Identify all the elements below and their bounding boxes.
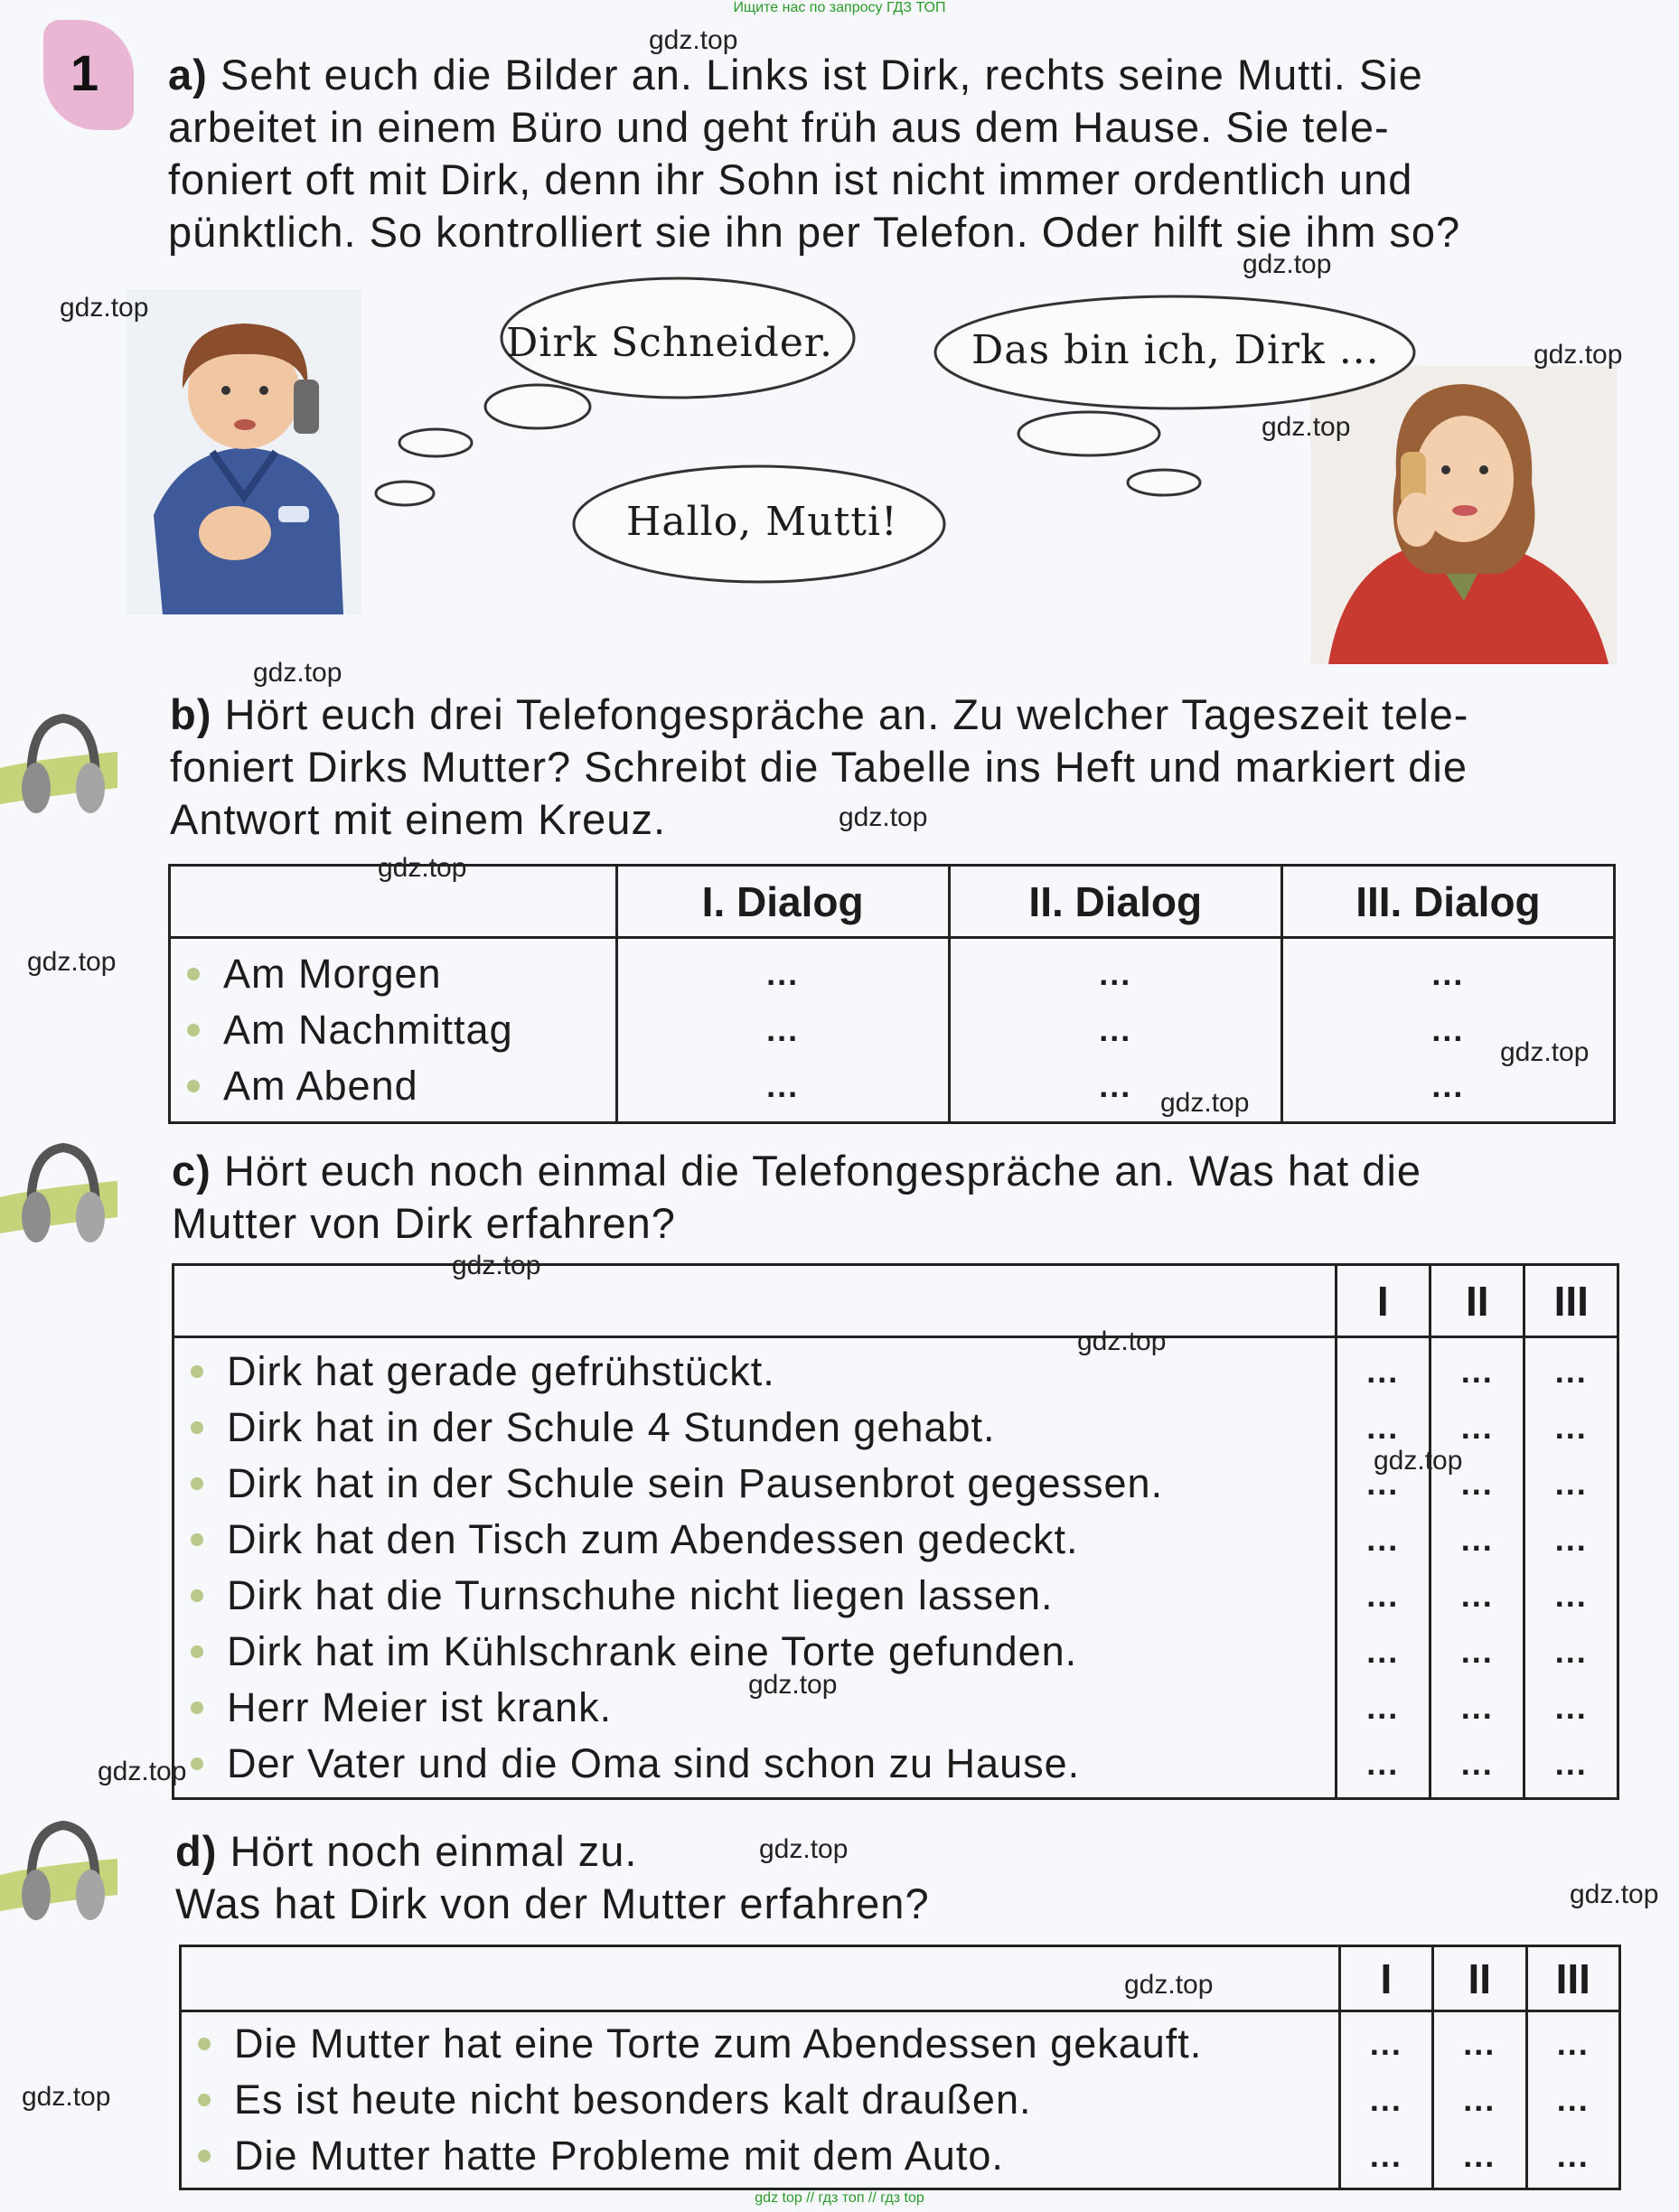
table-b-header: I. Dialog (616, 866, 949, 938)
list-item: Am Nachmittag (171, 1002, 615, 1058)
answer-placeholder: ... (1431, 1011, 1465, 1048)
table-b-dialog-3 (1281, 938, 1614, 1123)
answer-placeholder: ... (1431, 1067, 1465, 1104)
section-a-line: a) Seht euch die Bilder an. Links ist Dirk, rechts seine Mutti. Sie (168, 51, 1423, 98)
table-c-header: II (1430, 1265, 1524, 1337)
bullet-icon (187, 968, 200, 980)
list-item: Am Abend (171, 1058, 615, 1114)
watermark: gdz.top (748, 1670, 838, 1700)
bullet-icon (191, 1533, 203, 1546)
list-item: Der Vater und die Oma sind schon zu Hause. (174, 1736, 1335, 1792)
table-d-col-1 (1339, 2011, 1432, 2189)
bullet-icon (191, 1589, 203, 1602)
answer-placeholder: ... (1460, 1409, 1494, 1446)
bullet-icon (187, 1024, 200, 1036)
bullet-icon (191, 1477, 203, 1490)
table-c-col-1 (1336, 1337, 1430, 1799)
list-item: Die Mutter hatte Probleme mit dem Auto. (182, 2128, 1338, 2184)
answer-placeholder: ... (1366, 1745, 1400, 1782)
bottom-banner: gdz top // гдз топ // гдз top (755, 2190, 924, 2206)
answer-placeholder: ... (766, 1067, 800, 1104)
answer-placeholder: ... (1366, 1353, 1400, 1390)
answer-placeholder: ... (1099, 1011, 1132, 1048)
watermark: gdz.top (839, 802, 928, 832)
watermark: gdz.top (60, 293, 149, 323)
answer-placeholder: ... (1369, 2081, 1402, 2118)
answer-placeholder: ... (1556, 2137, 1590, 2174)
section-c-line: Mutter von Dirk erfahren? (172, 1199, 676, 1247)
list-item: Dirk hat im Kühlschrank eine Torte gefunden. (174, 1624, 1335, 1680)
table-c (172, 1263, 1619, 1800)
section-c-line: c) Hört euch noch einmal die Telefongespräche an. Was hat die (172, 1147, 1422, 1195)
watermark: gdz.top (22, 2082, 111, 2112)
answer-placeholder: ... (1460, 1633, 1494, 1670)
section-d-label: d) (175, 1827, 218, 1875)
watermark: gdz.top (253, 658, 342, 688)
answer-placeholder: ... (1554, 1745, 1588, 1782)
watermark: gdz.top (98, 1757, 187, 1786)
answer-placeholder: ... (1554, 1633, 1588, 1670)
table-b-header: II. Dialog (949, 866, 1281, 938)
section-c-label: c) (172, 1147, 211, 1195)
table-d (179, 1945, 1621, 2190)
watermark: gdz.top (1262, 412, 1351, 442)
table-c-col-2 (1430, 1337, 1524, 1799)
bullet-icon (191, 1645, 203, 1658)
watermark: gdz.top (1124, 1970, 1214, 2000)
list-item: Die Mutter hat eine Torte zum Abendessen gekauft. (182, 2016, 1338, 2072)
answer-placeholder: ... (1366, 1465, 1400, 1502)
list-item: Herr Meier ist krank. (174, 1680, 1335, 1736)
answer-placeholder: ... (1460, 1745, 1494, 1782)
section-a-label: a) (168, 51, 208, 98)
list-item: Es ist heute nicht besonders kalt draußen. (182, 2072, 1338, 2128)
bullet-icon (191, 1421, 203, 1434)
table-d-rows (181, 2011, 1340, 2189)
bubble-dirk-text: Dirk Schneider. (506, 320, 833, 366)
watermark: gdz.top (27, 947, 117, 977)
bubble-mother-text: Das bin ich, Dirk ... (971, 327, 1380, 373)
table-b-header: III. Dialog (1281, 866, 1614, 938)
dirk-illustration (127, 289, 361, 614)
section-a-text (168, 49, 1614, 258)
answer-placeholder: ... (1554, 1521, 1588, 1558)
headphones-icon (0, 1134, 117, 1251)
answer-placeholder: ... (1099, 955, 1132, 992)
answer-placeholder: ... (1369, 2025, 1402, 2062)
table-c-header: III (1524, 1265, 1618, 1337)
answer-placeholder: ... (1460, 1689, 1494, 1726)
bullet-icon (191, 1365, 203, 1378)
bullet-icon (191, 1757, 203, 1770)
bullet-icon (198, 2094, 211, 2106)
watermark: gdz.top (378, 853, 467, 883)
answer-placeholder: ... (1556, 2025, 1590, 2062)
headphones-icon (0, 1812, 117, 1929)
table-c-header: I (1336, 1265, 1430, 1337)
table-b-rows (170, 938, 617, 1123)
list-item: Dirk hat in der Schule 4 Stunden gehabt. (174, 1400, 1335, 1456)
answer-placeholder: ... (1460, 1353, 1494, 1390)
section-d-text (175, 1825, 1621, 1930)
table-c-col-3 (1524, 1337, 1618, 1799)
table-c-rows (174, 1337, 1337, 1799)
answer-placeholder: ... (1554, 1577, 1588, 1614)
bullet-icon (198, 2038, 211, 2050)
bullet-icon (198, 2150, 211, 2162)
answer-placeholder: ... (1463, 2081, 1496, 2118)
exercise-number-badge (43, 20, 134, 130)
table-d-header: I (1339, 1946, 1432, 2011)
top-banner: Ищите нас по запросу ГДЗ ТОП (733, 0, 946, 15)
section-a-line: pünktlich. So kontrolliert sie ihn per Telefon. Oder hilft sie ihm so? (168, 208, 1461, 256)
answer-placeholder: ... (1366, 1633, 1400, 1670)
bubble-hallo-text: Hallo, Mutti! (626, 499, 898, 545)
table-d-header: III (1526, 1946, 1619, 2011)
bullet-icon (187, 1080, 200, 1092)
table-b (168, 864, 1616, 1124)
watermark: gdz.top (649, 25, 738, 55)
section-a-line: arbeitet in einem Büro und geht früh aus dem Hause. Sie tele- (168, 103, 1390, 151)
answer-placeholder: ... (1366, 1577, 1400, 1614)
table-d-col-2 (1433, 2011, 1526, 2189)
answer-placeholder: ... (1463, 2025, 1496, 2062)
watermark: gdz.top (452, 1251, 541, 1280)
answer-placeholder: ... (766, 955, 800, 992)
section-d-line: Was hat Dirk von der Mutter erfahren? (175, 1879, 930, 1927)
answer-placeholder: ... (1554, 1409, 1588, 1446)
watermark: gdz.top (1160, 1088, 1250, 1118)
list-item: Dirk hat in der Schule sein Pausenbrot gegessen. (174, 1456, 1335, 1512)
answer-placeholder: ... (1431, 955, 1465, 992)
answer-placeholder: ... (1366, 1521, 1400, 1558)
answer-placeholder: ... (1366, 1409, 1400, 1446)
headphones-icon (0, 705, 117, 822)
mother-bubbles (931, 289, 1473, 506)
answer-placeholder: ... (1460, 1577, 1494, 1614)
answer-placeholder: ... (1463, 2137, 1496, 2174)
answer-placeholder: ... (1556, 2081, 1590, 2118)
answer-placeholder: ... (1554, 1353, 1588, 1390)
section-d-line: d) Hört noch einmal zu. (175, 1827, 638, 1875)
watermark: gdz.top (1077, 1326, 1167, 1356)
list-item: Dirk hat den Tisch zum Abendessen gedeckt. (174, 1512, 1335, 1568)
answer-placeholder: ... (766, 1011, 800, 1048)
watermark: gdz.top (1243, 249, 1332, 279)
section-b-line: Antwort mit einem Kreuz. (170, 795, 667, 843)
answer-placeholder: ... (1369, 2137, 1402, 2174)
section-c-text (172, 1145, 1616, 1250)
list-item: Am Morgen (171, 946, 615, 1002)
table-d-header: II (1433, 1946, 1526, 2011)
watermark: gdz.top (1500, 1037, 1590, 1067)
exercise-number: 1 (70, 44, 99, 101)
bullet-icon (191, 1701, 203, 1714)
answer-placeholder: ... (1554, 1465, 1588, 1502)
watermark: gdz.top (1570, 1879, 1659, 1909)
watermark: gdz.top (759, 1834, 849, 1864)
list-item: Dirk hat gerade gefrühstückt. (174, 1344, 1335, 1400)
answer-placeholder: ... (1460, 1465, 1494, 1502)
section-b-line: foniert Dirks Mutter? Schreibt die Tabelle ins Heft und markiert die (170, 743, 1468, 791)
table-b-dialog-1 (616, 938, 949, 1123)
answer-placeholder: ... (1099, 1067, 1132, 1104)
section-b-label: b) (170, 690, 212, 738)
table-d-col-3 (1526, 2011, 1619, 2189)
answer-placeholder: ... (1366, 1689, 1400, 1726)
section-b-line: b) Hört euch drei Telefongespräche an. Zu welcher Tageszeit tele- (170, 690, 1469, 738)
watermark: gdz.top (1534, 340, 1623, 370)
section-a-line: foniert oft mit Dirk, denn ihr Sohn ist nicht immer ordentlich und (168, 155, 1413, 203)
watermark: gdz.top (1374, 1446, 1463, 1476)
answer-placeholder: ... (1554, 1689, 1588, 1726)
answer-placeholder: ... (1460, 1521, 1494, 1558)
list-item: Dirk hat die Turnschuhe nicht liegen lassen. (174, 1568, 1335, 1624)
